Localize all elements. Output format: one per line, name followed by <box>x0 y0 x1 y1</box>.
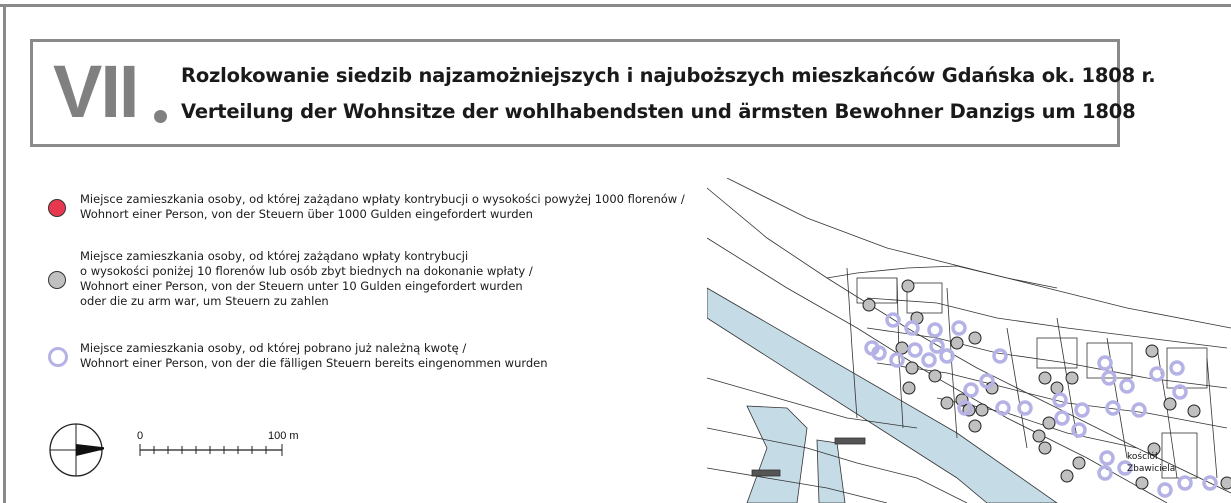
frame-top-border <box>0 4 1231 7</box>
scale-end-label: 100 m <box>268 430 299 442</box>
river-branch <box>747 406 807 503</box>
legend-poor-line3: Wohnort einer Person, von der Steuern unter 10 Gulden eingefordert wurden <box>80 279 523 293</box>
numeral-dot <box>154 110 167 123</box>
legend-paid-line2: Wohnort einer Person, von der die fälligen Steuern bereits eingenommen wurden <box>80 356 548 370</box>
bridge <box>835 438 865 444</box>
gray-circle-icon <box>48 271 66 289</box>
chapter-numeral: VII <box>53 50 138 133</box>
legend-text-rich <box>80 192 685 222</box>
legend-poor-line4: oder die zu arm war, um Steuern zu zahlen <box>80 294 329 308</box>
church-label-line1: kościół <box>1127 452 1158 462</box>
legend-rich-line2: Wohnort einer Person, von der Steuern über 1000 Gulden eingefordert wurden <box>80 207 533 221</box>
north-arrow-icon <box>48 419 104 481</box>
church-label-line2: Zbawiciela <box>1127 464 1176 474</box>
frame-left-border <box>3 4 6 503</box>
ring-icon <box>48 347 68 367</box>
scale-start-label: 0 <box>137 430 144 442</box>
canal-branch <box>817 440 845 503</box>
legend-text-poor <box>80 249 533 309</box>
title-box <box>30 39 1156 147</box>
legend-rich-line1: Miejsce zamieszkania osoby, od której zażądano wpłaty kontrybucji o wysokości powyżej 1000 florenów / <box>80 192 685 206</box>
legend-poor-line2: o wysokości poniżej 10 florenów lub osób zbyt biednych na dokonanie wpłaty / <box>80 264 533 278</box>
church-label <box>1127 451 1175 475</box>
legend-paid-line1: Miejsce zamieszkania osoby, od której pobrano już należną kwotę / <box>80 341 467 355</box>
red-circle-icon <box>48 199 66 217</box>
title-polish: Rozlokowanie siedzib najzamożniejszych i najuboższych mieszkańców Gdańska ok. 1808 r. <box>181 64 1156 87</box>
legend-text-paid <box>80 341 548 371</box>
legend-poor-line1: Miejsce zamieszkania osoby, od której zażądano wpłaty kontrybucji <box>80 249 469 263</box>
title-german: Verteilung der Wohnsitze der wohlhabendsten und ärmsten Bewohner Danzigs um 1808 <box>181 100 1136 123</box>
bridge <box>752 470 780 476</box>
